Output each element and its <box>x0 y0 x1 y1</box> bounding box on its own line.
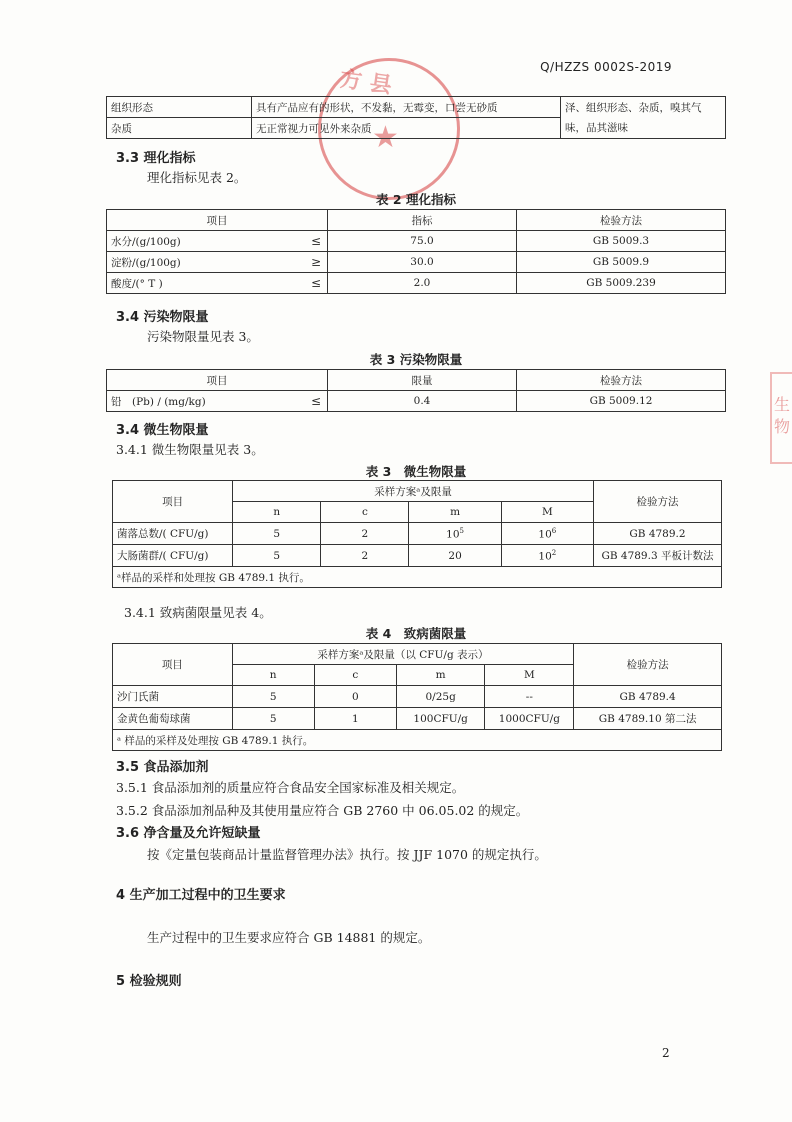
table-header: n <box>233 502 321 523</box>
paragraph: 理化指标见表 2。 <box>147 170 247 185</box>
M-exp: 6 <box>551 526 557 535</box>
table-header: m <box>396 665 485 686</box>
sensory-table <box>106 96 726 139</box>
table-cell: GB 4789.2 <box>593 523 721 545</box>
item: 酸度/(° T ) <box>111 277 163 290</box>
edge-seal: 生 物 <box>770 372 792 464</box>
table-header: 项目 <box>107 370 328 391</box>
table-row <box>113 523 722 545</box>
symbol: ≤ <box>310 394 321 408</box>
table-header: M <box>485 665 574 686</box>
table-cell: 沙门氏菌 <box>113 686 233 708</box>
paragraph: 按《定量包装商品计量监督管理办法》执行。按 JJF 1070 的规定执行。 <box>147 847 547 862</box>
table-cell <box>409 545 501 567</box>
star-icon: ★ <box>372 120 399 155</box>
M-exp: 2 <box>551 548 557 557</box>
item: 铅 (Pb) / (mg/kg) <box>111 395 206 408</box>
table-row <box>113 708 722 730</box>
table-header: 采样方案ᵃ及限量（以 CFU/g 表示） <box>232 644 574 665</box>
m-base: 10 <box>446 528 460 541</box>
table-header: 项目 <box>107 210 328 231</box>
table-note: ᵃ 样品的采样及处理按 GB 4789.1 执行。 <box>113 730 722 751</box>
section-heading: 4 生产加工过程中的卫生要求 <box>116 888 286 903</box>
table-cell: -- <box>485 686 574 708</box>
table-cell <box>409 523 501 545</box>
M-base: 10 <box>538 528 552 541</box>
table-header: 检验方法 <box>517 210 726 231</box>
table-row <box>107 273 726 294</box>
standard-number: Q/HZZS 0002S-2019 <box>540 60 672 74</box>
m-exp: 5 <box>459 526 464 535</box>
table-cell: GB 5009.239 <box>517 273 726 294</box>
table-cell: 0 <box>314 686 396 708</box>
section-heading: 3.5 食品添加剂 <box>116 760 209 775</box>
table-cell: 0/25g <box>396 686 485 708</box>
table-row <box>113 545 722 567</box>
table-cell: 75.0 <box>328 231 517 252</box>
table-caption: 表 4 致病菌限量 <box>365 626 467 641</box>
table-header: 指标 <box>328 210 517 231</box>
symbol: ≤ <box>310 234 321 248</box>
table-cell: 杂质 <box>107 118 252 139</box>
symbol: ≥ <box>310 255 321 269</box>
table-cell: 菌落总数/( CFU/g) <box>113 523 233 545</box>
table-cell: 金黄色葡萄球菌 <box>113 708 233 730</box>
table-3-microbes <box>112 480 722 588</box>
table-cell: 2 <box>321 545 409 567</box>
table-caption: 表 2 理化指标 <box>376 192 456 207</box>
table-cell: 30.0 <box>328 252 517 273</box>
item: 淀粉/(g/100g) <box>111 256 181 269</box>
table-row <box>107 231 726 252</box>
table-cell <box>501 523 593 545</box>
table-cell: 5 <box>233 545 321 567</box>
table-header: c <box>321 502 409 523</box>
table-cell: 1000CFU/g <box>485 708 574 730</box>
section-heading: 3.4 污染物限量 <box>116 310 209 325</box>
page-number: 2 <box>662 1046 670 1060</box>
table-cell: 1 <box>314 708 396 730</box>
table-cell: 5 <box>232 686 314 708</box>
table-cell: 大肠菌群/( CFU/g) <box>113 545 233 567</box>
table-header: m <box>409 502 501 523</box>
symbol: ≤ <box>310 276 321 290</box>
paragraph: 3.4.1 微生物限量见表 3。 <box>116 442 264 457</box>
table-header: 采样方案ᵃ及限量 <box>233 481 594 502</box>
table-cell: GB 5009.3 <box>517 231 726 252</box>
table-header: 检验方法 <box>593 481 721 523</box>
table-caption: 表 3 微生物限量 <box>365 464 467 479</box>
paragraph: 3.5.2 食品添加剂品种及其使用量应符合 GB 2760 中 06.05.02 的规定。 <box>116 803 529 818</box>
table-cell: 无正常视力可见外来杂质 <box>252 118 561 139</box>
table-header: 项目 <box>113 481 233 523</box>
table-cell: GB 4789.3 平板计数法 <box>593 545 721 567</box>
section-heading: 3.3 理化指标 <box>116 151 196 166</box>
section-heading: 3.6 净含量及允许短缺量 <box>116 826 261 841</box>
table-cell: GB 4789.4 <box>574 686 722 708</box>
M-base: 10 <box>538 550 552 563</box>
table-header: M <box>501 502 593 523</box>
table-header: 项目 <box>113 644 233 686</box>
table-header: 检验方法 <box>517 370 726 391</box>
table-2 <box>106 209 726 294</box>
table-cell <box>107 273 328 294</box>
table-cell: 具有产品应有的形状，不发黏，无霉变，口尝无砂质 <box>252 97 561 118</box>
table-cell: 2 <box>321 523 409 545</box>
table-cell: GB 4789.10 第二法 <box>574 708 722 730</box>
table-cell: 5 <box>233 523 321 545</box>
paragraph: 3.4.1 致病菌限量见表 4。 <box>124 605 272 620</box>
table-caption: 表 3 污染物限量 <box>369 352 463 367</box>
item: 水分/(g/100g) <box>111 235 181 248</box>
table-row <box>107 252 726 273</box>
seal-text: 方县 <box>338 65 402 101</box>
table-cell: 5 <box>232 708 314 730</box>
table-row <box>107 391 726 412</box>
table-header: 检验方法 <box>574 644 722 686</box>
table-cell: 100CFU/g <box>396 708 485 730</box>
table-cell: 0.4 <box>328 391 517 412</box>
m-base: 20 <box>448 549 462 562</box>
table-cell: 泽、组织形态、杂质，嗅其气味，品其滋味 <box>561 97 726 139</box>
table-header: c <box>314 665 396 686</box>
table-row <box>113 686 722 708</box>
paragraph: 污染物限量见表 3。 <box>147 329 259 344</box>
table-cell <box>107 231 328 252</box>
table-cell: GB 5009.12 <box>517 391 726 412</box>
table-cell <box>501 545 593 567</box>
table-4-pathogens <box>112 643 722 751</box>
paragraph: 生产过程中的卫生要求应符合 GB 14881 的规定。 <box>147 930 431 945</box>
table-note: ᵃ样品的采样和处理按 GB 4789.1 执行。 <box>113 567 722 588</box>
table-cell: GB 5009.9 <box>517 252 726 273</box>
table-cell <box>107 252 328 273</box>
table-cell: 组织形态 <box>107 97 252 118</box>
section-heading: 3.4 微生物限量 <box>116 423 209 438</box>
table-header: n <box>232 665 314 686</box>
table-cell: 2.0 <box>328 273 517 294</box>
table-cell <box>107 391 328 412</box>
section-heading: 5 检验规则 <box>116 974 182 989</box>
paragraph: 3.5.1 食品添加剂的质量应符合食品安全国家标准及相关规定。 <box>116 780 465 795</box>
table-header: 限量 <box>328 370 517 391</box>
table-3-contaminants <box>106 369 726 412</box>
